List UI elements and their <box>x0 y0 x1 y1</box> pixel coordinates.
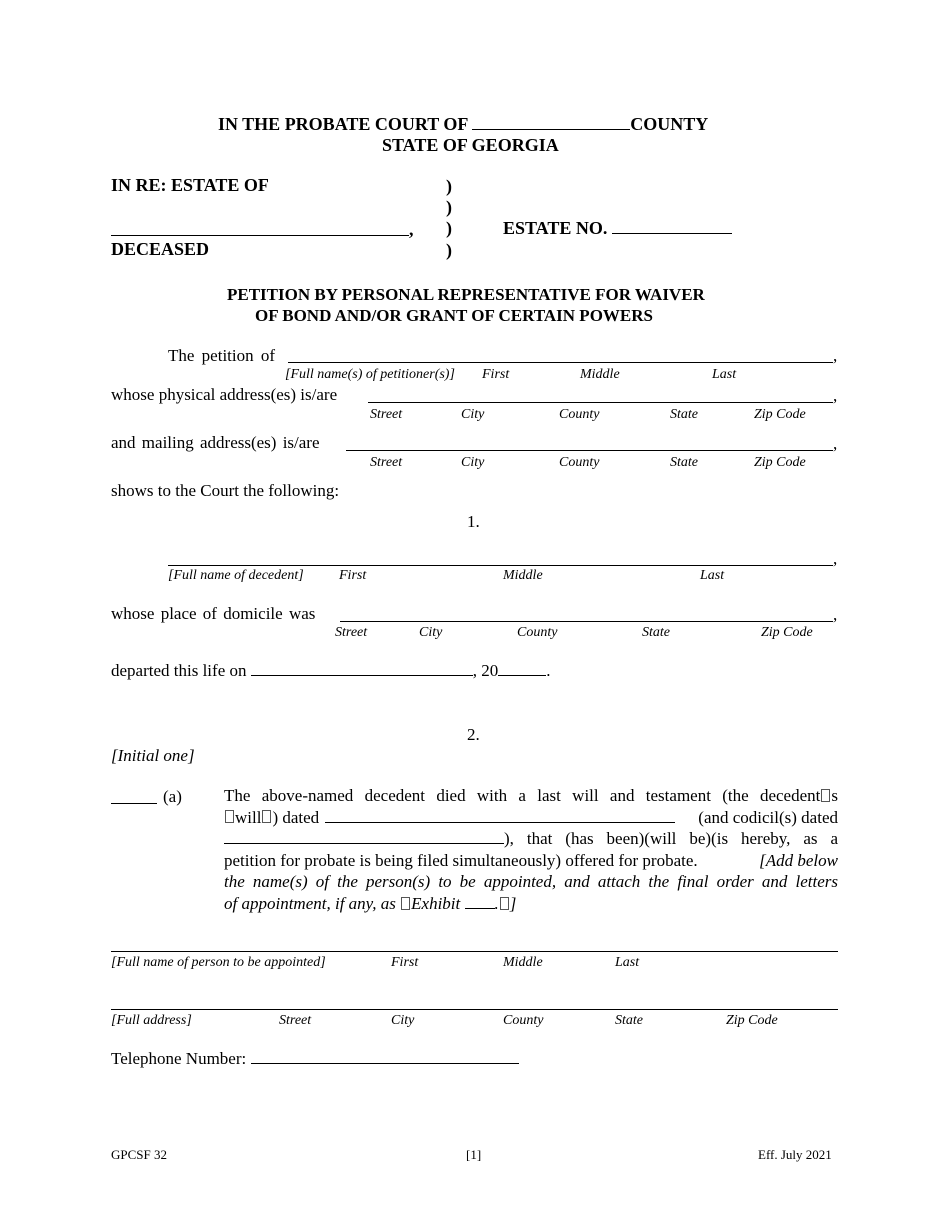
death-date-blank[interactable] <box>251 661 473 676</box>
missing-glyph-icon <box>821 789 830 802</box>
missing-glyph-icon <box>262 810 271 823</box>
city-caption: City <box>461 455 485 470</box>
first-caption: First <box>482 367 510 382</box>
state-caption: State <box>670 407 698 422</box>
street-caption: Street <box>335 625 368 640</box>
para-text: will <box>235 807 262 827</box>
departed-line <box>111 661 551 681</box>
county-caption: County <box>559 455 600 470</box>
court-prefix: IN THE PROBATE COURT OF <box>218 114 468 134</box>
para-line-3 <box>224 828 838 850</box>
telephone-label: Telephone Number: <box>111 1049 247 1068</box>
state-caption: State <box>670 455 698 470</box>
exhibit-blank[interactable] <box>465 894 495 909</box>
death-year-blank[interactable] <box>498 661 546 676</box>
section-2-number: 2. <box>467 725 480 744</box>
comma: , <box>833 605 838 624</box>
para-text: petition for probate is being filed simultaneously) offered for probate. <box>224 850 698 870</box>
first-caption: First <box>339 568 367 583</box>
domicile-label: whose place of domicile was <box>111 604 316 623</box>
physical-address-blank[interactable] <box>368 402 833 403</box>
last-caption: Last <box>615 955 640 970</box>
comma: , <box>833 346 838 365</box>
year-prefix: , 20 <box>472 661 499 680</box>
caption-paren: ) <box>446 240 452 260</box>
effective-date: Eff. July 2021 <box>758 1147 832 1162</box>
para-instruction: of appointment, if any, as <box>224 893 396 913</box>
court-heading <box>218 114 708 135</box>
physical-address-label: whose physical address(es) is/are <box>111 385 338 404</box>
zip-caption: Zip Code <box>726 1013 778 1028</box>
item-a-label: (a) <box>163 787 182 806</box>
domicile-blank[interactable] <box>340 621 833 622</box>
item-a-paragraph <box>224 785 838 914</box>
county-caption: County <box>503 1013 544 1028</box>
para-instruction: . <box>494 893 499 913</box>
petitioner-caption: [Full name(s) of petitioner(s)] <box>285 367 455 382</box>
section-1-number: 1. <box>467 512 480 531</box>
comma: , <box>833 386 838 405</box>
street-caption: Street <box>279 1013 312 1028</box>
para-text: The above-named decedent died with a last will and testament (the decedent <box>224 786 821 805</box>
form-id: GPCSF 32 <box>111 1147 167 1162</box>
para-line-6 <box>224 893 838 915</box>
missing-glyph-icon <box>500 897 509 910</box>
street-caption: Street <box>370 407 403 422</box>
para-text: ), that (has been)(will be)(is hereby, as a <box>504 829 838 848</box>
in-re-label: IN RE: ESTATE OF <box>111 175 269 195</box>
codicil-date-blank[interactable] <box>224 829 504 844</box>
city-caption: City <box>419 625 443 640</box>
decedent-name-blank[interactable] <box>168 565 833 566</box>
para-line-1 <box>224 785 838 807</box>
first-caption: First <box>391 955 419 970</box>
decedent-caption: [Full name of decedent] <box>168 568 304 583</box>
county-caption: County <box>517 625 558 640</box>
mailing-address-blank[interactable] <box>346 450 833 451</box>
last-caption: Last <box>700 568 725 583</box>
estate-no-label: ESTATE NO. <box>503 218 608 238</box>
page-number: [1] <box>466 1147 482 1162</box>
initial-one-instruction: [Initial one] <box>111 746 195 765</box>
estate-number <box>503 218 732 239</box>
para-instruction: ] <box>509 893 517 913</box>
appointee-caption: [Full name of person to be appointed] <box>111 955 326 970</box>
zip-caption: Zip Code <box>754 455 806 470</box>
appointee-address-blank[interactable] <box>111 1009 838 1010</box>
para-line-4 <box>224 850 838 872</box>
shows-court-text: shows to the Court the following: <box>111 481 340 500</box>
county-blank[interactable] <box>472 115 630 130</box>
initial-blank-a[interactable] <box>111 803 157 804</box>
city-caption: City <box>461 407 485 422</box>
petition-title-line2: OF BOND AND/OR GRANT OF CERTAIN POWERS <box>255 306 653 325</box>
middle-caption: Middle <box>503 955 543 970</box>
deceased-label: DECEASED <box>111 239 210 259</box>
telephone-blank[interactable] <box>251 1049 519 1064</box>
comma: , <box>833 549 838 568</box>
state-caption: State <box>642 625 670 640</box>
period: . <box>546 661 551 680</box>
middle-caption: Middle <box>503 568 543 583</box>
para-text: ) dated <box>272 807 320 827</box>
missing-glyph-icon <box>225 810 234 823</box>
zip-caption: Zip Code <box>761 625 813 640</box>
middle-caption: Middle <box>580 367 620 382</box>
telephone-line <box>111 1049 519 1069</box>
missing-glyph-icon <box>401 897 410 910</box>
mailing-address-label: and mailing address(es) is/are <box>111 433 320 452</box>
para-text: (and codicil(s) dated <box>698 807 838 827</box>
petition-of-label: The petition of <box>168 346 276 365</box>
estate-name-blank[interactable] <box>111 235 409 236</box>
estate-no-blank[interactable] <box>612 219 732 234</box>
departed-label: departed this life on <box>111 661 247 680</box>
last-caption: Last <box>712 367 737 382</box>
para-line-2 <box>224 807 838 829</box>
state-caption: State <box>615 1013 643 1028</box>
petition-title-line1: PETITION BY PERSONAL REPRESENTATIVE FOR WAIVER <box>227 285 705 304</box>
will-date-blank[interactable] <box>325 808 675 823</box>
city-caption: City <box>391 1013 415 1028</box>
para-instruction: [Add below <box>759 850 838 870</box>
para-text: s <box>831 786 838 805</box>
estate-name-comma: , <box>409 219 414 239</box>
appointee-name-blank[interactable] <box>111 951 838 952</box>
state-heading: STATE OF GEORGIA <box>382 135 559 155</box>
petitioner-name-blank[interactable] <box>288 362 833 363</box>
caption-paren: ) <box>446 197 452 217</box>
caption-paren: ) <box>446 218 452 238</box>
court-suffix: COUNTY <box>630 114 709 134</box>
para-instruction: Exhibit <box>411 893 461 913</box>
caption-paren: ) <box>446 176 452 196</box>
zip-caption: Zip Code <box>754 407 806 422</box>
street-caption: Street <box>370 455 403 470</box>
address-caption: [Full address] <box>111 1013 192 1028</box>
para-line-5: the name(s) of the person(s) to be appointed, and attach the final order and letters <box>224 872 838 891</box>
comma: , <box>833 434 838 453</box>
county-caption: County <box>559 407 600 422</box>
